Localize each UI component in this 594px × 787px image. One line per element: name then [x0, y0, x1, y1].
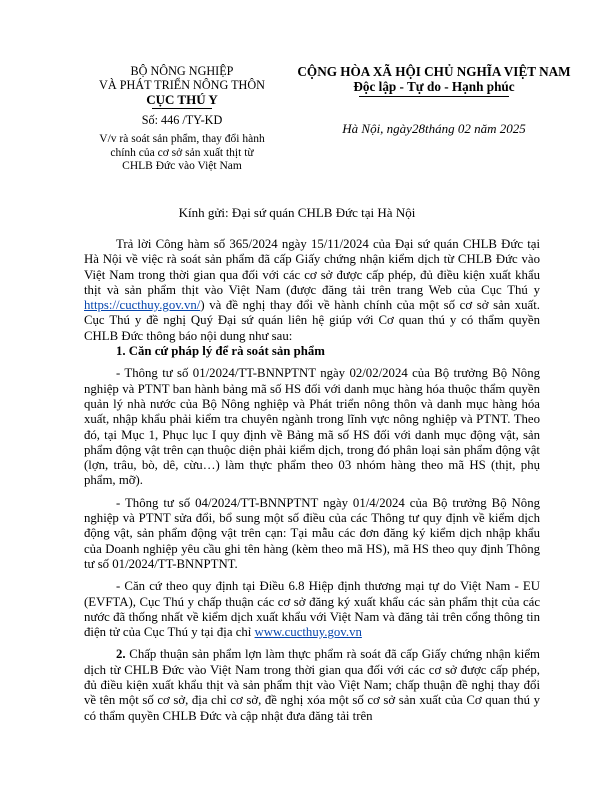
national-header [286, 64, 582, 137]
intro-paragraph [84, 237, 540, 344]
document-number: Số: 446 /TY-KD [141, 113, 223, 127]
ministry-name-line2: VÀ PHÁT TRIỂN NÔNG THÔN [99, 78, 265, 92]
issuer-block [72, 64, 292, 174]
document-date: Hà Nội, ngày28tháng 02 năm 2025 [342, 121, 526, 136]
recipient-line: Kính gửi: Đại sứ quán CHLB Đức tại Hà Nội [178, 205, 416, 220]
section-2-number: 2. [116, 647, 126, 662]
section-2-text: Chấp thuận sản phẩm lợn làm thực phẩm rà soát đã cấp Giấy chứng nhận kiểm dịch từ CHLB Đức vào Việt Nam trong thời gian qua đối với các cơ sở được cấp phép, đủ điều kiện xuất khẩu thịt và sản phẩm thịt vào Việt Nam; chấp thuận đề nghị thay đổi về tên một số cơ sở, địa chỉ cơ sở, đề nghị xóa một số cơ sở sản xuất của Cơ quan thú y có thẩm quyền CHLB Đức và cập nhật đưa đăng tải trên [84, 647, 540, 723]
evfta-text: - Căn cứ theo quy định tại Điều 6.8 Hiệp định thương mại tự do Việt Nam - EU (EVFTA), Cục Thú y chấp thuận các cơ sở đăng ký xuất khẩu các sản phẩm thịt của các nước đã thống nhất về kiểm dịch xuất khẩu với Việt Nam và đăng tải trên cổng thông tin điện tử của Cục Thú y tại địa chỉ [84, 579, 540, 640]
agency-name: CỤC THÚ Y [146, 92, 218, 107]
intro-text-a: Trả lời Công hàm số 365/2024 ngày 15/11/2024 của Đại sứ quán CHLB Đức tại Hà Nội về việc rà soát sản phẩm đã cấp Giấy chứng nhận kiểm dịch từ CHLB Đức vào Việt Nam trong thời gian qua đối với các cơ sở được cấp phép, đủ điều kiện xuất khẩu thịt và sản phẩm thịt vào Việt Nam (được đăng tải trên trang Web của Cục Thú y [84, 237, 540, 297]
evfta-paragraph [84, 579, 540, 640]
subject-line-2: chính của cơ sở sản xuất thịt từ [110, 146, 254, 159]
national-motto: Độc lập - Tự do - Hạnh phúc [353, 79, 515, 94]
intro-text-b: ) và đề nghị thay đổi về hành chính của một số cơ sở sản xuất. Cục Thú y đề nghị Quý Đại sứ quán liên hệ giúp với Cơ quan thú y có thẩm quyền CHLB Đức thông báo nội dung như sau: [84, 298, 540, 343]
country-name: CỘNG HÒA XÃ HỘI CHỦ NGHĨA VIỆT NAM [297, 64, 571, 79]
motto-underline [359, 96, 509, 97]
ministry-name-line1: BỘ NÔNG NGHIỆP [130, 64, 234, 78]
subject-line [72, 133, 292, 174]
section-2-paragraph [84, 647, 540, 723]
circular-04-paragraph: - Thông tư số 04/2024/TT-BNNPTNT ngày 01/4/2024 của Bộ trưởng Bộ Nông nghiệp và PTNT sửa đổi, bổ sung một số điều của các Thông tư quy định về kiểm dịch động vật, sản phẩm động vật trên cạn: Tại mẫu các đơn đăng ký kiểm dịch nhập khẩu của Doanh nghiệp yêu cầu ghi tên hàng (kèm theo mã HS), mã HS theo quy định Thông tư số 01/2024/TT-BNNPTNT. [84, 495, 540, 571]
subject-line-3: CHLB Đức vào Việt Nam [122, 160, 242, 172]
subject-line-1: V/v rà soát sản phẩm, thay đổi hành [99, 133, 265, 145]
portal-link[interactable]: www.cucthuy.gov.vn [254, 625, 362, 640]
cucthuy-link[interactable]: https://cucthuy.gov.vn/ [84, 298, 201, 313]
agency-underline [152, 108, 212, 109]
circular-01-paragraph: - Thông tư số 01/2024/TT-BNNPTNT ngày 02/02/2024 của Bộ trưởng Bộ Nông nghiệp và PTNT ban hành bảng mã số HS đối với danh mục hàng hóa thuộc thẩm quyền quản lý nhà nước của Bộ Nông nghiệp và Phát triển nông thôn và danh mục hàng hóa xuất, nhập khẩu phải kiểm tra chuyên ngành trong lĩnh vực nông nghiệp và PTNT. Theo đó, tại Mục 1, Phục lục I quy định về Bảng mã số HS đối với danh mục động vật, sản phẩm động vật trên cạn thuộc diện phải kiểm dịch, trong đó phân loại sản phẩm động vật (lợn, trâu, bò, dê, cừu…) làm thực phẩm theo 03 nhóm hàng theo mã HS (thịt, phụ phẩm, mỡ). [84, 366, 540, 488]
section-1-heading: 1. Căn cứ pháp lý để rà soát sản phẩm [116, 344, 325, 359]
letter-body [84, 237, 540, 724]
